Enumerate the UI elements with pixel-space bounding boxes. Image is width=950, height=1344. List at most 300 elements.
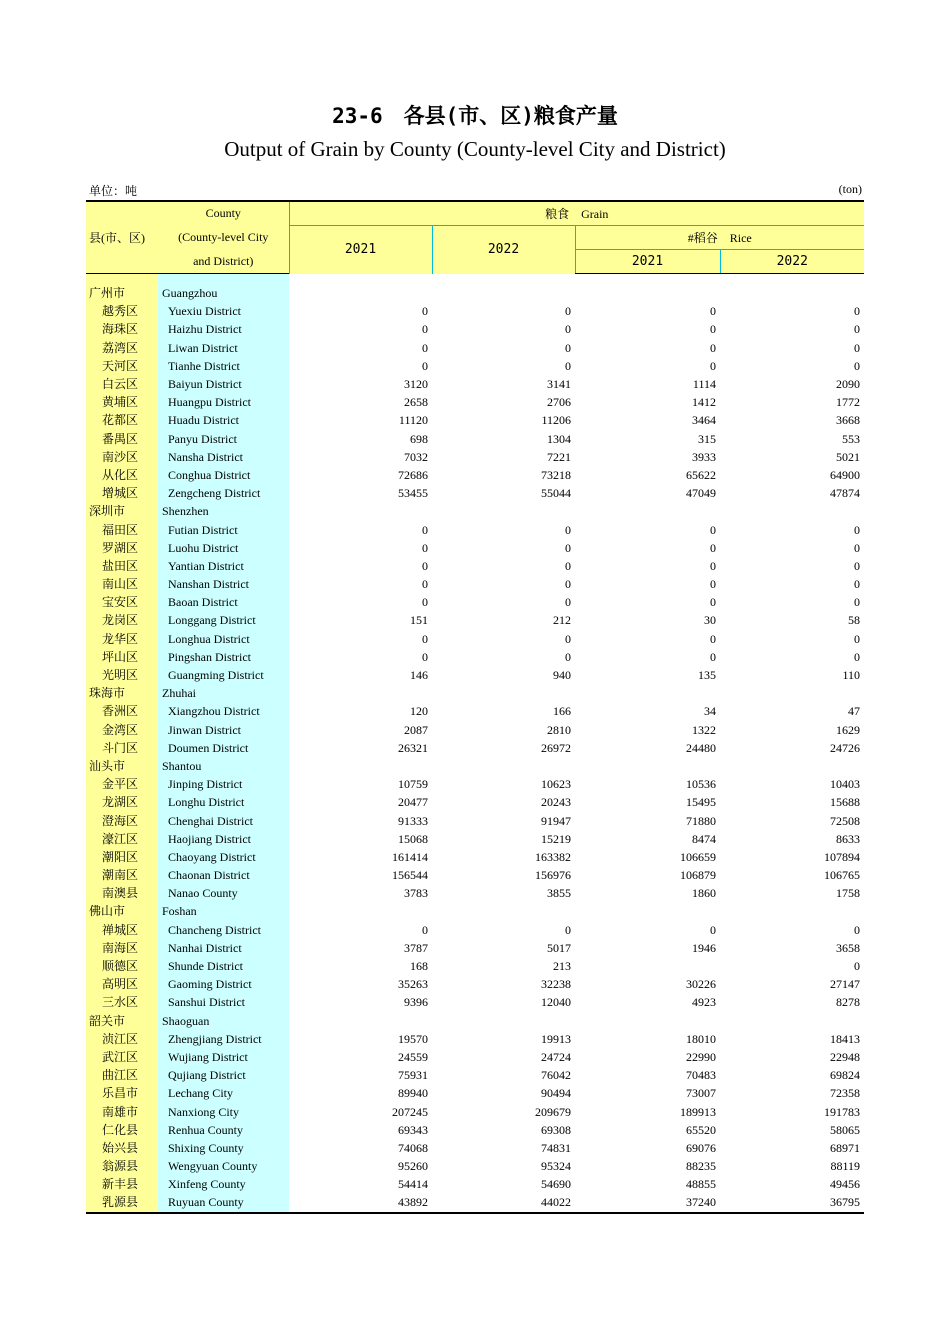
county-name-en: Qujiang District — [158, 1066, 289, 1084]
grain-2022-cell: 0 — [565, 631, 571, 646]
county-name-en: Ruyuan County — [158, 1193, 289, 1212]
county-name-en: Guangming District — [158, 666, 289, 684]
table-row — [86, 793, 864, 811]
header-county-en-line1: County — [158, 201, 289, 226]
table-body — [86, 284, 864, 1213]
table-row — [86, 739, 864, 757]
county-name-cn: 始兴县 — [86, 1139, 158, 1157]
rice-2022-cell: 1629 — [836, 722, 861, 737]
grain-2022-cell: 90494 — [541, 1086, 571, 1101]
county-name-en: Haojiang District — [158, 830, 289, 848]
rice-2022-cell: 0 — [854, 922, 861, 937]
city-row — [86, 902, 864, 920]
grain-2022-cell: 0 — [565, 340, 571, 355]
rice-2022-cell: 0 — [854, 540, 861, 555]
grain-2022-cell: 2706 — [547, 395, 571, 410]
rice-2022-cell: 0 — [854, 577, 861, 592]
county-name-en: Wujiang District — [158, 1048, 289, 1066]
rice-2022-cell: 72358 — [830, 1086, 861, 1101]
rice-2021-cell: 0 — [710, 358, 716, 373]
rice-2022-cell: 0 — [854, 649, 861, 664]
grain-2022-cell — [432, 502, 575, 520]
county-name-en: Zhengjiang District — [158, 1030, 289, 1048]
table-row — [86, 666, 864, 684]
county-name-cn: 花都区 — [86, 411, 158, 429]
header-rice-2021: 2021 — [575, 250, 720, 274]
grain-2022-cell: 2810 — [547, 722, 571, 737]
grain-2022-cell: 32238 — [541, 977, 571, 992]
table-row — [86, 611, 864, 629]
grain-2021-cell: 24559 — [398, 1049, 428, 1064]
county-name-cn: 禅城区 — [86, 921, 158, 939]
grain-2021-cell: 43892 — [289, 1193, 432, 1212]
county-name-cn: 南山区 — [86, 575, 158, 593]
rice-2021-cell: 0 — [710, 649, 716, 664]
rice-2022-cell — [720, 284, 864, 302]
county-name-en: Tianhe District — [158, 357, 289, 375]
header-county-cn-top — [86, 201, 158, 226]
rice-2021-cell: 1412 — [692, 395, 716, 410]
rice-2022-cell: 64900 — [830, 467, 861, 482]
grain-2022-cell: 0 — [565, 304, 571, 319]
county-name-en: Xiangzhou District — [158, 702, 289, 720]
rice-2021-cell — [575, 957, 720, 975]
county-name-cn: 龙华区 — [86, 630, 158, 648]
county-name-en: Futian District — [158, 520, 289, 538]
rice-2021-cell: 189913 — [680, 1104, 716, 1119]
rice-2021-cell: 34 — [704, 704, 716, 719]
county-name-en: Pingshan District — [158, 648, 289, 666]
grain-2022-cell: 209679 — [535, 1104, 571, 1119]
rice-2022-cell — [720, 902, 864, 920]
spacer-cn-cell — [86, 274, 158, 285]
rice-2021-cell: 30 — [704, 613, 716, 628]
rice-2022-cell: 191783 — [824, 1104, 861, 1119]
grain-2021-cell: 35263 — [398, 977, 428, 992]
county-name-cn: 深圳市 — [86, 502, 158, 520]
rice-2021-cell — [575, 684, 720, 702]
county-name-en: Zhuhai — [158, 684, 289, 702]
table-row — [86, 375, 864, 393]
county-name-cn: 白云区 — [86, 375, 158, 393]
county-name-en: Longgang District — [158, 611, 289, 629]
grain-2022-cell: 20243 — [541, 795, 571, 810]
table-row — [86, 775, 864, 793]
county-name-en: Jinping District — [158, 775, 289, 793]
spacer-cell — [575, 274, 720, 285]
rice-2022-cell: 106765 — [824, 868, 861, 883]
grain-2022-cell: 3141 — [547, 377, 571, 392]
grain-2021-cell: 53455 — [398, 486, 428, 501]
rice-2021-cell: 0 — [710, 304, 716, 319]
county-name-cn: 潮阳区 — [86, 848, 158, 866]
grain-2021-cell — [289, 684, 432, 702]
rice-2021-cell: 0 — [710, 522, 716, 537]
table-row — [86, 721, 864, 739]
grain-2021-cell — [289, 284, 432, 302]
grain-2021-cell: 10759 — [398, 777, 428, 792]
table-row — [86, 830, 864, 848]
grain-2021-cell: 0 — [422, 340, 428, 355]
county-name-cn: 宝安区 — [86, 593, 158, 611]
rice-2022-cell: 2090 — [836, 377, 861, 392]
grain-output-table — [86, 200, 864, 1214]
county-name-cn: 南海区 — [86, 939, 158, 957]
rice-2021-cell: 315 — [698, 431, 716, 446]
grain-2021-cell: 0 — [422, 304, 428, 319]
grain-2021-cell: 11120 — [398, 413, 428, 428]
grain-2021-cell — [289, 757, 432, 775]
county-name-cn: 广州市 — [86, 284, 158, 302]
county-name-en: Shixing County — [158, 1139, 289, 1157]
rice-2022-cell: 58065 — [830, 1122, 861, 1137]
county-name-cn: 龙湖区 — [86, 793, 158, 811]
grain-2021-cell: 89940 — [398, 1086, 428, 1101]
rice-2021-cell: 0 — [710, 540, 716, 555]
rice-2021-cell: 0 — [710, 631, 716, 646]
grain-2022-cell: 12040 — [541, 995, 571, 1010]
rice-2022-cell: 0 — [854, 340, 861, 355]
rice-2021-cell: 22990 — [686, 1049, 716, 1064]
county-name-cn: 南雄市 — [86, 1102, 158, 1120]
county-name-en: Shenzhen — [158, 502, 289, 520]
county-name-en: Doumen District — [158, 739, 289, 757]
county-name-en: Yuexiu District — [158, 302, 289, 320]
county-name-cn: 浈江区 — [86, 1030, 158, 1048]
grain-2022-cell: 0 — [565, 649, 571, 664]
table-row — [86, 575, 864, 593]
county-name-cn: 光明区 — [86, 666, 158, 684]
county-name-cn: 盐田区 — [86, 557, 158, 575]
table-row — [86, 1102, 864, 1120]
table-row — [86, 630, 864, 648]
county-name-cn: 佛山市 — [86, 902, 158, 920]
table-row — [86, 1030, 864, 1048]
grain-2022-cell: 55044 — [541, 486, 571, 501]
county-name-en: Lechang City — [158, 1084, 289, 1102]
rice-2022-cell — [720, 1012, 864, 1030]
rice-2021-cell: 0 — [710, 340, 716, 355]
rice-2021-cell: 65622 — [686, 467, 716, 482]
grain-2022-cell: 76042 — [541, 1068, 571, 1083]
unit-label-chinese: 单位：吨 — [89, 184, 138, 198]
header-grain-2022: 2022 — [432, 226, 575, 274]
header-county-en-line3: and District) — [158, 250, 289, 274]
rice-2021-cell: 0 — [710, 577, 716, 592]
county-name-cn: 金湾区 — [86, 721, 158, 739]
rice-2022-cell: 36795 — [720, 1193, 864, 1212]
rice-2022-cell: 47 — [848, 704, 861, 719]
county-name-cn: 曲江区 — [86, 1066, 158, 1084]
rice-2022-cell: 0 — [854, 595, 861, 610]
grain-2022-cell: 95324 — [541, 1159, 571, 1174]
header-grain: 粮食 Grain — [289, 201, 864, 226]
county-name-cn: 香洲区 — [86, 702, 158, 720]
grain-2022-cell: 213 — [553, 959, 571, 974]
table-row — [86, 921, 864, 939]
table-row — [86, 1139, 864, 1157]
rice-2022-cell: 0 — [854, 522, 861, 537]
table-row — [86, 1175, 864, 1193]
rice-2022-cell: 72508 — [830, 813, 861, 828]
rice-2022-cell: 110 — [842, 668, 861, 683]
table-row — [86, 848, 864, 866]
rice-2022-cell: 27147 — [830, 977, 861, 992]
city-row — [86, 757, 864, 775]
table-row — [86, 648, 864, 666]
county-name-en: Renhua County — [158, 1121, 289, 1139]
rice-2021-cell: 48855 — [686, 1177, 716, 1192]
county-name-cn: 南澳县 — [86, 884, 158, 902]
grain-2022-cell — [432, 284, 575, 302]
city-row — [86, 1012, 864, 1030]
grain-2022-cell: 163382 — [535, 849, 571, 864]
unit-label-english: (ton) — [838, 182, 862, 196]
table-row — [86, 484, 864, 502]
rice-2021-cell: 88235 — [686, 1159, 716, 1174]
county-name-en: Zengcheng District — [158, 484, 289, 502]
rice-2022-cell: 8633 — [836, 831, 861, 846]
grain-2022-cell — [432, 684, 575, 702]
spacer-cell — [432, 274, 575, 285]
grain-2021-cell: 74068 — [398, 1140, 428, 1155]
county-name-cn: 龙岗区 — [86, 611, 158, 629]
rice-2021-cell — [575, 902, 720, 920]
grain-2022-cell: 15219 — [541, 831, 571, 846]
county-name-en: Foshan — [158, 902, 289, 920]
rice-2022-cell: 0 — [854, 304, 861, 319]
city-row — [86, 502, 864, 520]
rice-2022-cell: 0 — [854, 631, 861, 646]
grain-2022-cell: 0 — [565, 358, 571, 373]
grain-2021-cell: 7032 — [404, 449, 428, 464]
rice-2022-cell: 107894 — [824, 849, 861, 864]
rice-2021-cell: 1114 — [692, 377, 716, 392]
rice-2021-cell: 0 — [710, 922, 716, 937]
table-row — [86, 593, 864, 611]
grain-2022-cell: 0 — [565, 540, 571, 555]
grain-2021-cell: 19570 — [398, 1031, 428, 1046]
rice-2021-cell: 135 — [698, 668, 716, 683]
county-name-cn: 潮南区 — [86, 866, 158, 884]
county-name-cn: 坪山区 — [86, 648, 158, 666]
rice-2022-cell: 1758 — [836, 886, 861, 901]
grain-2021-cell: 26321 — [398, 740, 428, 755]
table-row — [86, 393, 864, 411]
grain-2021-cell: 0 — [422, 322, 428, 337]
county-name-en: Shunde District — [158, 957, 289, 975]
county-name-cn: 罗湖区 — [86, 539, 158, 557]
rice-2021-cell: 69076 — [686, 1140, 716, 1155]
rice-2022-cell: 58 — [848, 613, 861, 628]
county-name-en: Wengyuan County — [158, 1157, 289, 1175]
rice-2021-cell: 30226 — [686, 977, 716, 992]
county-name-en: Guangzhou — [158, 284, 289, 302]
county-name-cn: 新丰县 — [86, 1175, 158, 1193]
table-row — [86, 1066, 864, 1084]
grain-2021-cell: 156544 — [392, 868, 428, 883]
rice-2021-cell: 70483 — [686, 1068, 716, 1083]
grain-2021-cell — [289, 1012, 432, 1030]
county-name-cn: 珠海市 — [86, 684, 158, 702]
county-name-cn: 斗门区 — [86, 739, 158, 757]
rice-2022-cell: 1772 — [836, 395, 861, 410]
grain-2021-cell: 120 — [410, 704, 428, 719]
table-row — [86, 520, 864, 538]
grain-2021-cell: 146 — [410, 668, 428, 683]
grain-2022-cell: 0 — [565, 577, 571, 592]
table-row — [86, 811, 864, 829]
grain-2022-cell: 3855 — [547, 886, 571, 901]
grain-2021-cell: 9396 — [404, 995, 428, 1010]
county-name-en: Nanhai District — [158, 939, 289, 957]
table-row — [86, 302, 864, 320]
county-name-cn: 海珠区 — [86, 320, 158, 338]
grain-2022-cell — [432, 1012, 575, 1030]
county-name-cn: 武江区 — [86, 1048, 158, 1066]
grain-2022-cell: 156976 — [535, 868, 571, 883]
spacer-cell — [289, 274, 432, 285]
grain-2022-cell: 91947 — [541, 813, 571, 828]
rice-2021-cell: 1946 — [692, 940, 716, 955]
rice-2022-cell: 22948 — [830, 1049, 861, 1064]
county-name-en: Huangpu District — [158, 393, 289, 411]
grain-2021-cell: 0 — [422, 595, 428, 610]
table-row — [86, 466, 864, 484]
county-name-cn: 顺德区 — [86, 957, 158, 975]
grain-2022-cell: 0 — [565, 922, 571, 937]
grain-2022-cell: 0 — [565, 595, 571, 610]
grain-2021-cell — [289, 502, 432, 520]
county-name-en: Gaoming District — [158, 975, 289, 993]
grain-2022-cell: 44022 — [432, 1193, 575, 1212]
rice-2022-cell: 10403 — [830, 777, 861, 792]
county-name-en: Nanao County — [158, 884, 289, 902]
county-name-cn: 黄埔区 — [86, 393, 158, 411]
county-name-cn: 福田区 — [86, 520, 158, 538]
page-title-chinese: 23-6 各县(市、区)粮食产量 — [332, 104, 618, 128]
grain-2021-cell: 0 — [422, 358, 428, 373]
rice-2021-cell: 0 — [710, 595, 716, 610]
spacer-en-cell — [158, 274, 289, 285]
grain-2021-cell: 75931 — [398, 1068, 428, 1083]
rice-2022-cell: 553 — [842, 431, 861, 446]
header-grain-2021: 2021 — [289, 226, 432, 274]
header-county-cn-bottom — [86, 250, 158, 274]
rice-2022-cell — [720, 684, 864, 702]
county-name-cn: 仁化县 — [86, 1121, 158, 1139]
county-name-cn: 天河区 — [86, 357, 158, 375]
grain-2021-cell: 69343 — [398, 1122, 428, 1137]
county-name-cn: 高明区 — [86, 975, 158, 993]
rice-2022-cell — [720, 757, 864, 775]
grain-2022-cell: 5017 — [547, 940, 571, 955]
rice-2021-cell: 1860 — [692, 886, 716, 901]
grain-2021-cell: 207245 — [392, 1104, 428, 1119]
rice-2022-cell: 0 — [854, 358, 861, 373]
grain-2022-cell — [432, 757, 575, 775]
county-name-en: Baoan District — [158, 593, 289, 611]
rice-2022-cell: 3658 — [836, 940, 861, 955]
grain-2021-cell: 0 — [422, 558, 428, 573]
table-row — [86, 411, 864, 429]
rice-2021-cell: 106879 — [680, 868, 716, 883]
county-name-en: Nanshan District — [158, 575, 289, 593]
grain-2022-cell: 11206 — [541, 413, 571, 428]
rice-2021-cell: 0 — [710, 322, 716, 337]
rice-2021-cell: 10536 — [686, 777, 716, 792]
table-row — [86, 1193, 864, 1212]
grain-2022-cell: 7221 — [547, 449, 571, 464]
table-row — [86, 884, 864, 902]
county-name-cn: 番禺区 — [86, 430, 158, 448]
county-name-en: Chenghai District — [158, 811, 289, 829]
city-row — [86, 684, 864, 702]
county-name-cn: 汕头市 — [86, 757, 158, 775]
header-county-en-line2: (County-level City — [158, 226, 289, 250]
grain-2021-cell: 2087 — [404, 722, 428, 737]
table-row — [86, 557, 864, 575]
grain-2021-cell: 0 — [422, 649, 428, 664]
county-name-en: Longhua District — [158, 630, 289, 648]
grain-2022-cell: 54690 — [541, 1177, 571, 1192]
table-row — [86, 866, 864, 884]
rice-2021-cell: 8474 — [692, 831, 716, 846]
county-name-en: Jinwan District — [158, 721, 289, 739]
grain-2021-cell: 3787 — [404, 940, 428, 955]
table-row — [86, 957, 864, 975]
grain-2021-cell: 2658 — [404, 395, 428, 410]
table-row — [86, 1157, 864, 1175]
county-name-en: Luohu District — [158, 539, 289, 557]
grain-2022-cell: 69308 — [541, 1122, 571, 1137]
table-row — [86, 702, 864, 720]
county-name-cn: 乳源县 — [86, 1193, 158, 1212]
grain-2022-cell — [432, 902, 575, 920]
county-name-en: Shantou — [158, 757, 289, 775]
grain-2021-cell: 72686 — [398, 467, 428, 482]
grain-2021-cell: 0 — [422, 522, 428, 537]
rice-2022-cell: 47874 — [830, 486, 861, 501]
rice-2021-cell: 15495 — [686, 795, 716, 810]
rice-2021-cell: 0 — [710, 558, 716, 573]
grain-2021-cell: 91333 — [398, 813, 428, 828]
rice-2021-cell: 65520 — [686, 1122, 716, 1137]
table-row — [86, 448, 864, 466]
county-name-en: Liwan District — [158, 339, 289, 357]
grain-2021-cell — [289, 902, 432, 920]
rice-2021-cell — [575, 502, 720, 520]
rice-2021-cell: 4923 — [692, 995, 716, 1010]
header-rice: #稻谷 Rice — [575, 226, 864, 250]
county-name-en: Huadu District — [158, 411, 289, 429]
grain-2021-cell: 151 — [410, 613, 428, 628]
rice-2021-cell: 3464 — [692, 413, 716, 428]
rice-2021-cell: 47049 — [686, 486, 716, 501]
county-name-en: Haizhu District — [158, 320, 289, 338]
county-name-en: Panyu District — [158, 430, 289, 448]
county-name-en: Chaonan District — [158, 866, 289, 884]
rice-2022-cell: 0 — [854, 959, 861, 974]
header-rice-2022: 2022 — [720, 250, 864, 274]
rice-2021-cell: 18010 — [686, 1031, 716, 1046]
rice-2021-cell: 106659 — [680, 849, 716, 864]
table-row — [86, 939, 864, 957]
rice-2021-cell: 73007 — [686, 1086, 716, 1101]
county-name-cn: 荔湾区 — [86, 339, 158, 357]
county-name-cn: 越秀区 — [86, 302, 158, 320]
county-name-en: Nansha District — [158, 448, 289, 466]
